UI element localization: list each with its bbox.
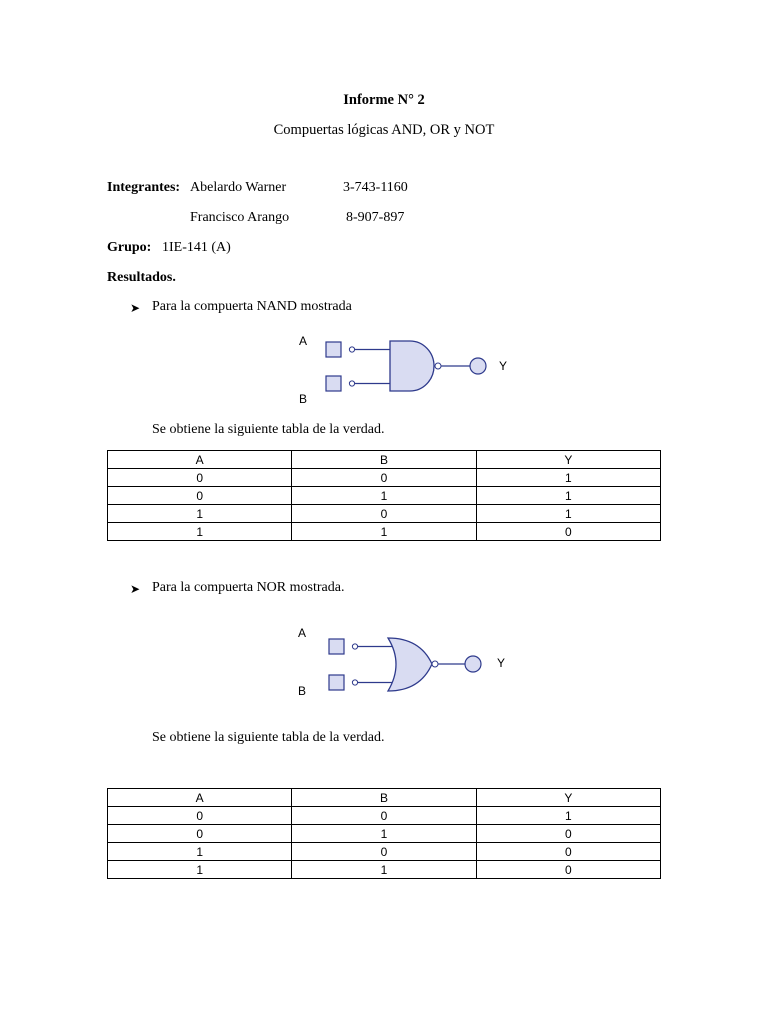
table-row	[108, 843, 661, 861]
table-cell: 1	[476, 469, 660, 487]
nor-gate-icon	[388, 638, 432, 691]
table-caption: Se obtiene la siguiente tabla de la verdad.	[152, 422, 385, 437]
output-lamp-icon	[470, 358, 486, 374]
table-row	[108, 469, 661, 487]
table-cell: 1	[476, 505, 660, 523]
table-cell: 1	[108, 523, 292, 541]
table-row	[108, 523, 661, 541]
table-row	[108, 825, 661, 843]
section-bullet-text: Para la compuerta NAND mostrada	[152, 299, 352, 314]
table-cell: 1	[292, 825, 476, 843]
table-cell: 1	[476, 487, 660, 505]
bullet-arrow-icon: ➤	[130, 301, 141, 315]
table-cell: 1	[476, 807, 660, 825]
truth-table-nor	[107, 788, 661, 879]
table-cell: 1	[292, 523, 476, 541]
table-cell: 0	[476, 861, 660, 879]
table-row	[108, 807, 661, 825]
table-cell: 0	[108, 825, 292, 843]
table-cell: 1	[108, 861, 292, 879]
switch-b-icon	[326, 376, 341, 391]
gate-input-a-label: A	[298, 626, 307, 640]
table-cell: 1	[292, 487, 476, 505]
switch-a-icon	[326, 342, 341, 357]
nor-gate-diagram	[322, 632, 492, 697]
table-row	[108, 487, 661, 505]
member-id: 8-907-897	[346, 210, 405, 225]
member-name: Francisco Arango	[190, 210, 290, 225]
table-cell: 0	[292, 807, 476, 825]
table-cell: 0	[108, 807, 292, 825]
gate-input-b-label: B	[299, 392, 308, 406]
member-id: 3-743-1160	[343, 180, 408, 195]
results-heading: Resultados.	[107, 270, 176, 285]
member-name: Abelardo Warner	[190, 180, 287, 195]
table-cell: 1	[108, 505, 292, 523]
table-header-row	[108, 451, 661, 469]
table-cell: 0	[292, 505, 476, 523]
table-cell: 0	[292, 843, 476, 861]
bullet-arrow-icon: ➤	[130, 582, 141, 596]
table-cell: 0	[476, 523, 660, 541]
page-subtitle: Compuertas lógicas AND, OR y NOT	[273, 122, 495, 138]
column-header: Y	[476, 451, 660, 469]
column-header: B	[292, 789, 476, 807]
column-header: Y	[476, 789, 660, 807]
section-bullet-text: Para la compuerta NOR mostrada.	[152, 580, 345, 595]
table-cell: 1	[292, 861, 476, 879]
table-cell: 0	[108, 487, 292, 505]
nand-gate-icon	[390, 341, 434, 391]
gate-output-label: Y	[497, 656, 506, 670]
table-cell: 0	[108, 469, 292, 487]
table-cell: 1	[108, 843, 292, 861]
output-lamp-icon	[465, 656, 481, 672]
switch-b-icon	[329, 675, 344, 690]
page-title: Informe N° 2	[343, 92, 425, 108]
group-value: 1IE-141 (A)	[162, 240, 231, 255]
table-cell: 0	[476, 825, 660, 843]
column-header: A	[108, 789, 292, 807]
group-label: Grupo:	[107, 240, 152, 255]
gate-output-label: Y	[499, 359, 508, 373]
table-cell: 0	[292, 469, 476, 487]
column-header: B	[292, 451, 476, 469]
truth-table-nand	[107, 450, 661, 541]
switch-a-icon	[329, 639, 344, 654]
table-caption: Se obtiene la siguiente tabla de la verdad.	[152, 730, 385, 745]
table-row	[108, 861, 661, 879]
nand-gate-diagram	[320, 335, 495, 400]
team-label: Integrantes:	[107, 180, 181, 195]
gate-input-a-label: A	[299, 334, 308, 348]
column-header: A	[108, 451, 292, 469]
table-cell: 0	[476, 843, 660, 861]
gate-input-b-label: B	[298, 684, 307, 698]
table-header-row	[108, 789, 661, 807]
table-row	[108, 505, 661, 523]
